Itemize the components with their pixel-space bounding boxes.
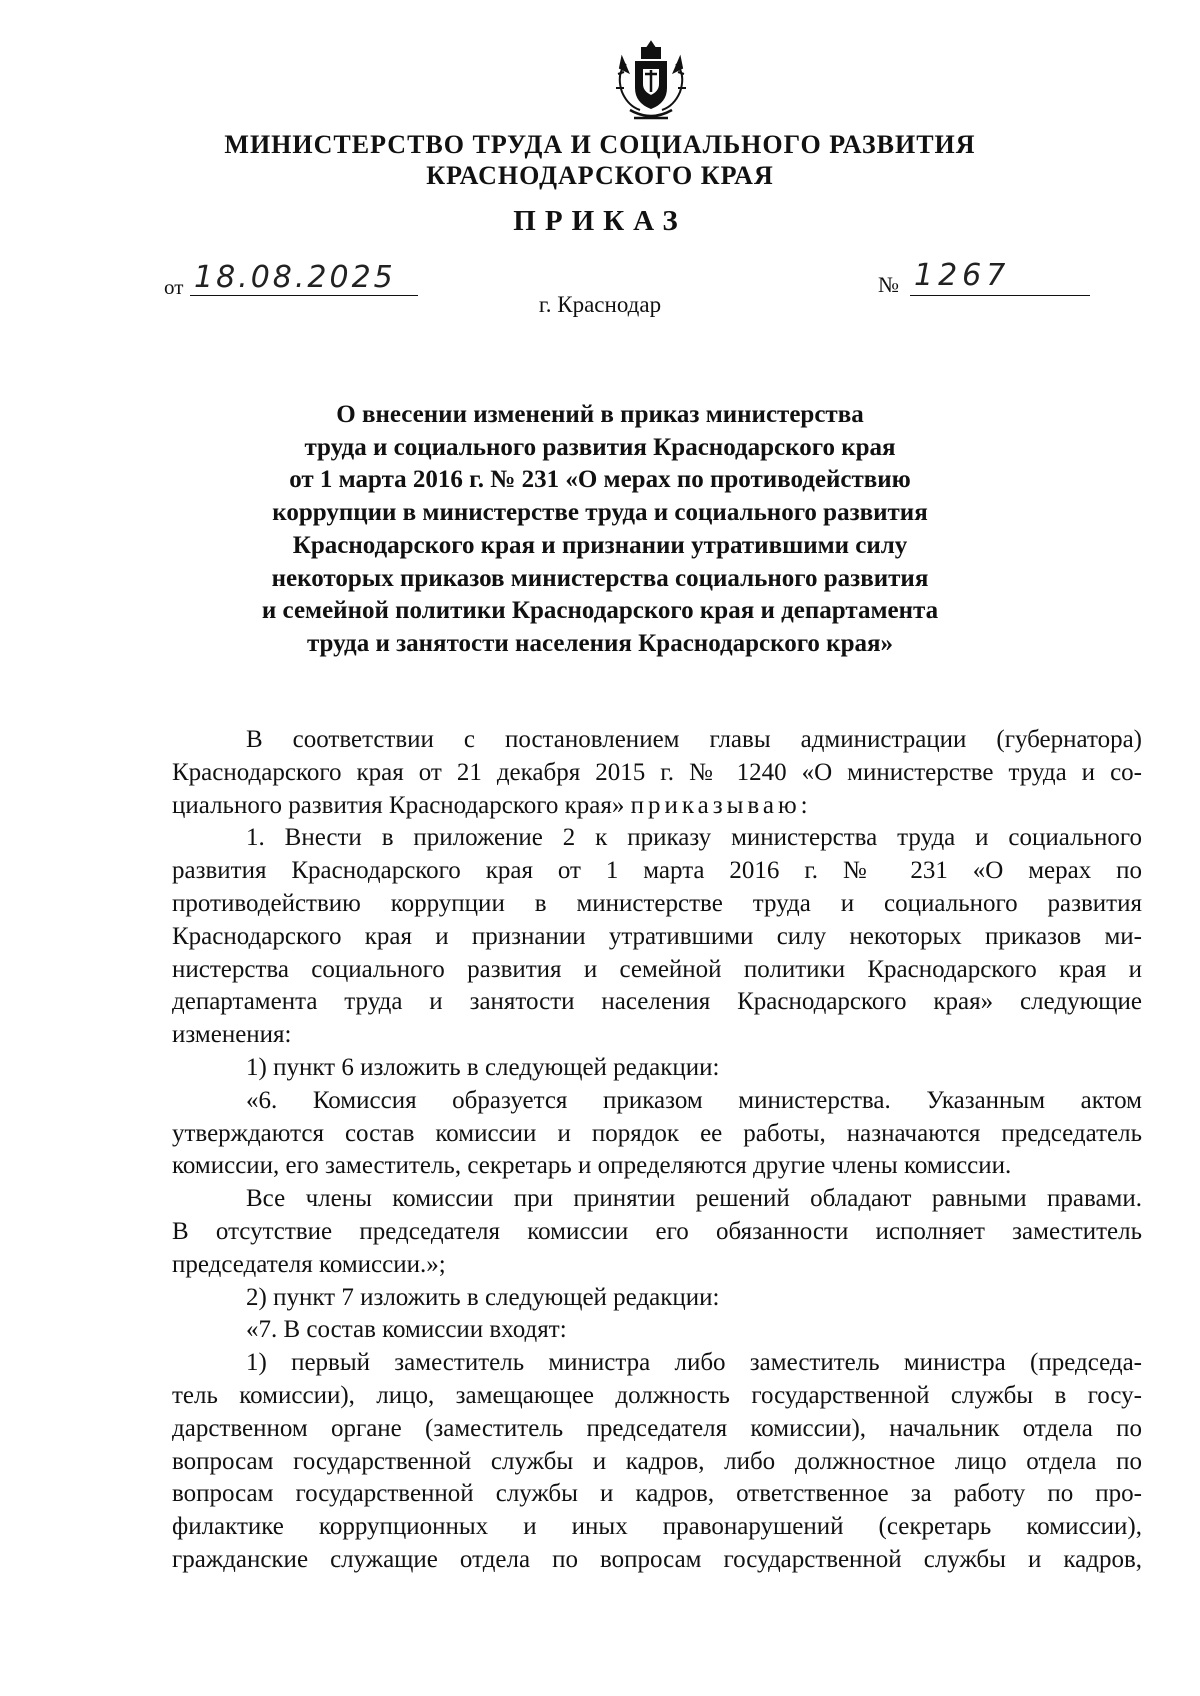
ministry-name-line2: КРАСНОДАРСКОГО КРАЯ	[426, 161, 774, 190]
order-body	[172, 724, 1142, 1577]
body-line: 1. Внести в приложение 2 к приказу министерства труда и социального	[246, 824, 1142, 852]
coat-of-arms-icon	[612, 38, 690, 126]
body-line: «6. Комиссия образуется приказом министерства. Указанным актом	[246, 1086, 1142, 1114]
body-line: филактике коррупционных и иных правонарушений (секретарь комиссии),	[172, 1513, 1142, 1541]
body-line: Краснодарского края и признании утратившими силу некоторых приказов ми-	[172, 922, 1142, 950]
subject-line: О внесении изменений в приказ министерства	[336, 401, 864, 428]
body-line: утверждаются состав комиссии и порядок ее работы, назначаются председатель	[172, 1119, 1142, 1147]
subject-line: некоторых приказов министерства социального развития	[271, 564, 929, 592]
body-line: председателя комиссии.»;	[172, 1250, 446, 1278]
body-line: комиссии, его заместитель, секретарь и определяются другие члены комиссии.	[172, 1152, 1012, 1180]
order-date: 18.08.2025	[194, 260, 396, 295]
subject-line: Краснодарского края и признании утратившими силу	[292, 531, 908, 559]
body-line: гражданские служащие отдела по вопросам государственной службы и кадров,	[172, 1545, 1142, 1573]
body-line: изменения:	[172, 1021, 292, 1049]
body-line: 1) первый заместитель министра либо заместитель министра (председа-	[246, 1349, 1142, 1377]
subject-line: коррупции в министерстве труда и социального развития	[272, 499, 928, 527]
body-line: развития Краснодарского края от 1 марта 2016 г. № 231 «О мерах по	[172, 857, 1142, 885]
body-line: 2) пункт 7 изложить в следующей редакции:	[246, 1283, 720, 1311]
body-line	[172, 790, 1142, 823]
subject-line: труда и социального развития Краснодарского края	[304, 433, 896, 461]
subject-line: от 1 марта 2016 г. № 231 «О мерах по противодействию	[289, 466, 911, 494]
body-line: Все члены комиссии при принятии решений обладают равными правами.	[246, 1185, 1142, 1213]
body-text: циального развития Краснодарского края»	[172, 791, 625, 819]
order-number: 1267	[914, 258, 1011, 293]
subject-line: и семейной политики Краснодарского края и департамента	[261, 597, 939, 625]
body-line: «7. В состав комиссии входят:	[246, 1316, 567, 1344]
order-word: приказываю:	[630, 791, 812, 819]
body-line: дарственном органе (заместитель председателя комиссии), начальник отдела по	[172, 1414, 1142, 1442]
date-label: от	[164, 275, 184, 299]
body-line: Краснодарского края от 21 декабря 2015 г. № 1240 «О министерстве труда и со-	[172, 758, 1142, 786]
ministry-name-line1: МИНИСТЕРСТВО ТРУДА И СОЦИАЛЬНОГО РАЗВИТИЯ	[224, 130, 976, 159]
subject-line: труда и занятости населения Краснодарского края»	[306, 629, 894, 657]
number-label: №	[878, 272, 899, 297]
body-line: В соответствии с постановлением главы администрации (губернатора)	[246, 726, 1142, 753]
body-line: 1) пункт 6 изложить в следующей редакции:	[246, 1053, 720, 1081]
city-location: г. Краснодар	[538, 292, 662, 317]
body-line: В отсутствие председателя комиссии его обязанности исполняет заместитель	[172, 1217, 1142, 1245]
body-line: вопросам государственной службы и кадров, ответственное за работу по про-	[172, 1480, 1142, 1508]
body-line: тель комиссии), лицо, замещающее должность государственной службы в госу-	[172, 1381, 1142, 1409]
body-line: противодействию коррупции в министерстве труда и социального развития	[172, 889, 1142, 917]
body-line: департамента труда и занятости населения Краснодарского края» следующие	[172, 988, 1142, 1016]
body-line: нистерства социального развития и семейной политики Краснодарского края и	[172, 955, 1142, 983]
document-type-title: ПРИКАЗ	[513, 205, 687, 237]
order-subject	[200, 399, 1000, 661]
body-line: вопросам государственной службы и кадров, либо должностное лицо отдела по	[172, 1447, 1142, 1475]
